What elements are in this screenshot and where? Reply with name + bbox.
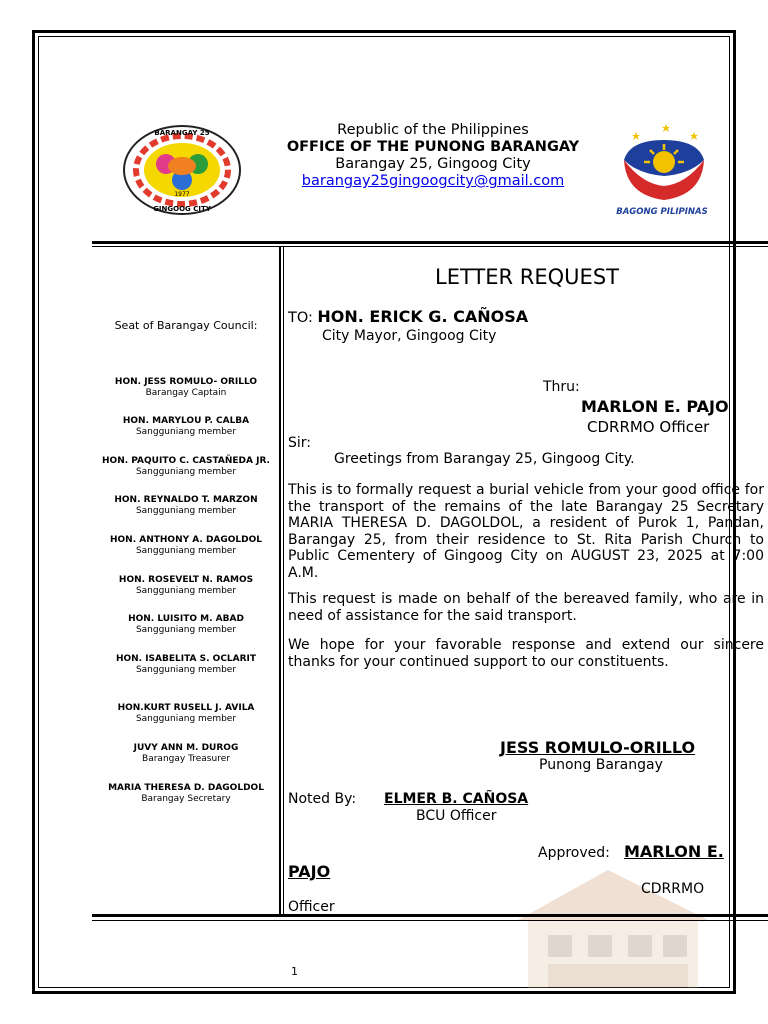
letterhead-republic: Republic of the Philippines (337, 122, 529, 138)
member-position: Sangguniang member (135, 427, 237, 437)
svg-text:BARANGAY 25: BARANGAY 25 (154, 129, 210, 137)
svg-text:GINGOOG CITY: GINGOOG CITY (153, 205, 211, 213)
approved-position-continued: Officer (288, 899, 335, 915)
sidebar-divider-2 (283, 246, 284, 914)
body-paragraph: This is to formally request a burial vehicle from your good office for the transport of the remains of the late Barangay 25 Secretary MARIA THERESA D. DAGOLDOL, a resident of Purok 1, Pandan, Barangay 25, from their residence to St. Rita Parish Church to Public Cementery of Gingoog City on AUGUST 23, 2025 at 7:00 A.M. (288, 482, 764, 581)
letterhead (250, 122, 616, 190)
thru-position: CDRRMO Officer (587, 418, 710, 436)
approved-name-continued: PAJO (288, 862, 331, 881)
thru-name: MARLON E. PAJO (581, 397, 729, 416)
recipient-position: City Mayor, Gingoog City (322, 328, 497, 344)
greeting: Greetings from Barangay 25, Gingoog City. (334, 451, 635, 467)
council-member (92, 614, 280, 636)
member-position: Sangguniang member (135, 586, 237, 596)
member-name: HON. ANTHONY A. DAGOLDOL (109, 535, 263, 545)
member-position: Barangay Treasurer (142, 754, 230, 764)
member-name: MARIA THERESA D. DAGOLDOL (108, 783, 264, 793)
letterhead-office: OFFICE OF THE PUNONG BARANGAY (286, 139, 580, 155)
member-name: HON. REYNALDO T. MARZON (114, 495, 258, 505)
footer-divider-thin (92, 920, 768, 921)
recipient-name: HON. ERICK G. CAÑOSA (317, 307, 529, 326)
footer-divider (92, 914, 768, 917)
member-name: HON. JESS ROMULO- ORILLO (114, 377, 258, 387)
member-position: Sangguniang member (135, 625, 237, 635)
council-sidebar (92, 246, 280, 914)
letterhead-address: Barangay 25, Gingoog City (335, 156, 531, 172)
thru-label: Thru: (543, 379, 580, 395)
letter-title: LETTER REQUEST (435, 265, 619, 289)
recipient-block (288, 309, 758, 327)
approved-label: Approved: (538, 845, 610, 861)
svg-text:1977: 1977 (174, 191, 190, 198)
approved-name: MARLON E. (624, 842, 724, 861)
council-member (92, 703, 280, 725)
member-name: JUVY ANN M. DUROG (133, 743, 239, 753)
member-name: HON. MARYLOU P. CALBA (122, 416, 250, 426)
header-divider (92, 241, 768, 244)
sidebar-heading: Seat of Barangay Council: (114, 319, 258, 332)
member-position: Sangguniang member (135, 665, 237, 675)
svg-text:BAGONG PILIPINAS: BAGONG PILIPINAS (616, 207, 708, 217)
council-member (92, 456, 280, 478)
noted-by-position: BCU Officer (416, 808, 497, 824)
body-paragraph: We hope for your favorable response and extend our sincere thanks for your continued support to our constituents. (288, 637, 764, 670)
member-name: HON. ISABELITA S. OCLARIT (115, 654, 257, 664)
council-member (92, 575, 280, 597)
member-position: Sangguniang member (135, 506, 237, 516)
signatory-position: Punong Barangay (539, 757, 663, 773)
page-number: 1 (291, 965, 298, 978)
barangay-seal-logo (122, 124, 242, 216)
body-paragraph: This request is made on behalf of the bereaved family, who are in need of assistance for the said transport. (288, 591, 764, 624)
member-name: HON. LUISITO M. ABAD (128, 614, 244, 624)
member-position: Sangguniang member (135, 546, 237, 556)
council-member (92, 416, 280, 438)
member-name: HON. ROSEVELT N. RAMOS (118, 575, 254, 585)
member-position: Barangay Captain (145, 388, 227, 398)
bagong-pilipinas-logo (606, 120, 720, 220)
council-member (92, 783, 280, 805)
member-name: HON. PAQUITO C. CASTAÑEDA JR. (102, 456, 270, 466)
email-link[interactable]: barangay25gingoogcity@gmail.com (301, 173, 565, 189)
council-member (92, 654, 280, 676)
salutation: Sir: (288, 435, 312, 451)
approved-position: CDRRMO (641, 881, 705, 897)
signatory-name: JESS ROMULO-ORILLO (500, 738, 696, 757)
to-label: TO: (288, 310, 313, 326)
council-member (92, 535, 280, 557)
member-position: Sangguniang member (135, 714, 237, 724)
noted-by-name: ELMER B. CAÑOSA (384, 791, 529, 807)
council-member (92, 495, 280, 517)
background-building-image (488, 860, 728, 988)
council-member (92, 377, 280, 399)
member-name: HON.KURT RUSELL J. AVILA (117, 703, 255, 713)
noted-by-label: Noted By: (288, 791, 357, 807)
member-position: Barangay Secretary (141, 794, 231, 804)
council-member (92, 743, 280, 765)
member-position: Sangguniang member (135, 467, 237, 477)
